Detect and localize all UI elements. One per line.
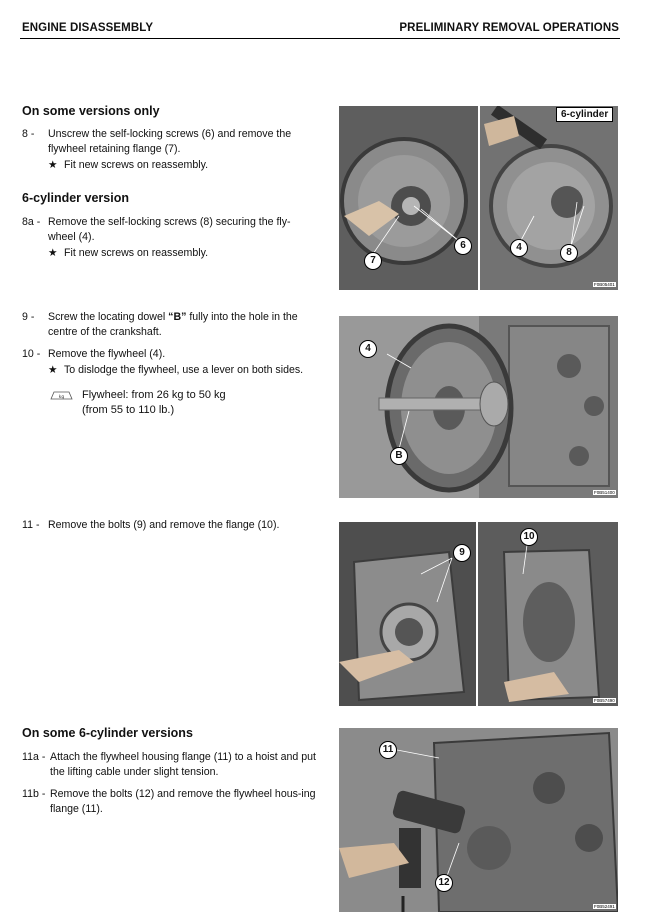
step-number: 11a - bbox=[22, 751, 46, 763]
figure-code: F0B05401 bbox=[594, 282, 615, 287]
star-icon: ★ bbox=[48, 159, 58, 171]
step-number: 8 - bbox=[22, 128, 35, 140]
step-9 bbox=[22, 310, 318, 339]
step-text: Remove the self-locking screws (8) securing the fly-wheel (4). bbox=[48, 216, 291, 243]
step-10 bbox=[22, 347, 318, 362]
section-heading-some-6-cylinder: On some 6-cylinder versions bbox=[22, 726, 193, 740]
step-text: Unscrew the self-locking screws (6) and remove the flywheel retaining flange (7). bbox=[48, 128, 292, 155]
figure-code: F0B51400 bbox=[594, 490, 615, 495]
section-heading-6-cylinder: 6-cylinder version bbox=[22, 191, 129, 205]
header-rule bbox=[20, 38, 620, 39]
callout-9: 9 bbox=[453, 544, 471, 562]
note-step-8 bbox=[48, 158, 316, 173]
note-step-8a bbox=[48, 246, 316, 261]
callout-B: B bbox=[390, 447, 408, 465]
figure-3-photo bbox=[339, 522, 618, 706]
step-text: Attach the flywheel housing flange (11) to a hoist and put the lifting cable under slight tension. bbox=[50, 751, 316, 778]
step-8a bbox=[22, 215, 318, 244]
weight-kg-icon bbox=[50, 390, 73, 400]
step-number: 11b - bbox=[22, 788, 46, 800]
callout-7: 7 bbox=[364, 252, 382, 270]
callout-12: 12 bbox=[435, 874, 453, 892]
note-step-10 bbox=[48, 363, 316, 378]
figure-2-photo bbox=[339, 316, 618, 498]
step-number: 11 - bbox=[22, 519, 40, 531]
star-icon: ★ bbox=[48, 247, 58, 259]
header-chapter-title: ENGINE DISASSEMBLY bbox=[22, 22, 154, 34]
figure-tag-6-cylinder: 6-cylinder bbox=[556, 107, 613, 122]
step-11 bbox=[22, 518, 318, 533]
step-text: Remove the flywheel (4). bbox=[48, 348, 166, 360]
callout-6: 6 bbox=[454, 237, 472, 255]
weight-line-2: (from 55 to 110 lb.) bbox=[82, 404, 175, 416]
step-11b bbox=[22, 787, 318, 816]
weight-line-1: Flywheel: from 26 kg to 50 kg bbox=[82, 389, 226, 401]
step-number: 8a - bbox=[22, 216, 41, 228]
callout-8: 8 bbox=[560, 244, 578, 262]
figure-code: F0B57490 bbox=[594, 698, 615, 703]
figure-flywheel-removal bbox=[339, 316, 618, 498]
section-heading-some-versions: On some versions only bbox=[22, 104, 160, 118]
star-icon: ★ bbox=[48, 364, 58, 376]
step-number: 9 - bbox=[22, 311, 35, 323]
svg-text:kg: kg bbox=[58, 395, 65, 400]
header-section-title: PRELIMINARY REMOVAL OPERATIONS bbox=[399, 22, 619, 34]
note-text: Fit new screws on reassembly. bbox=[64, 159, 209, 171]
callout-10: 10 bbox=[520, 528, 538, 546]
callout-4: 4 bbox=[359, 340, 377, 358]
step-text: Remove the bolts (12) and remove the flywheel hous-ing flange (11). bbox=[50, 788, 316, 815]
callout-4: 4 bbox=[510, 239, 528, 257]
figure-flywheel-screws bbox=[339, 106, 618, 290]
step-number: 10 - bbox=[22, 348, 41, 360]
weight-info bbox=[82, 388, 226, 418]
step-text: Screw the locating dowel “B” fully into the hole in the centre of the crankshaft. bbox=[48, 311, 298, 338]
step-8 bbox=[22, 127, 318, 156]
figure-housing-flange-removal bbox=[339, 728, 618, 912]
figure-code: F0B52491 bbox=[594, 904, 615, 909]
note-text: Fit new screws on reassembly. bbox=[64, 247, 209, 259]
note-text: To dislodge the flywheel, use a lever on both sides. bbox=[64, 364, 304, 376]
callout-11: 11 bbox=[379, 741, 397, 759]
figure-flange-removal bbox=[339, 522, 618, 706]
step-text: Remove the bolts (9) and remove the flange (10). bbox=[48, 519, 280, 531]
step-11a bbox=[22, 750, 318, 779]
